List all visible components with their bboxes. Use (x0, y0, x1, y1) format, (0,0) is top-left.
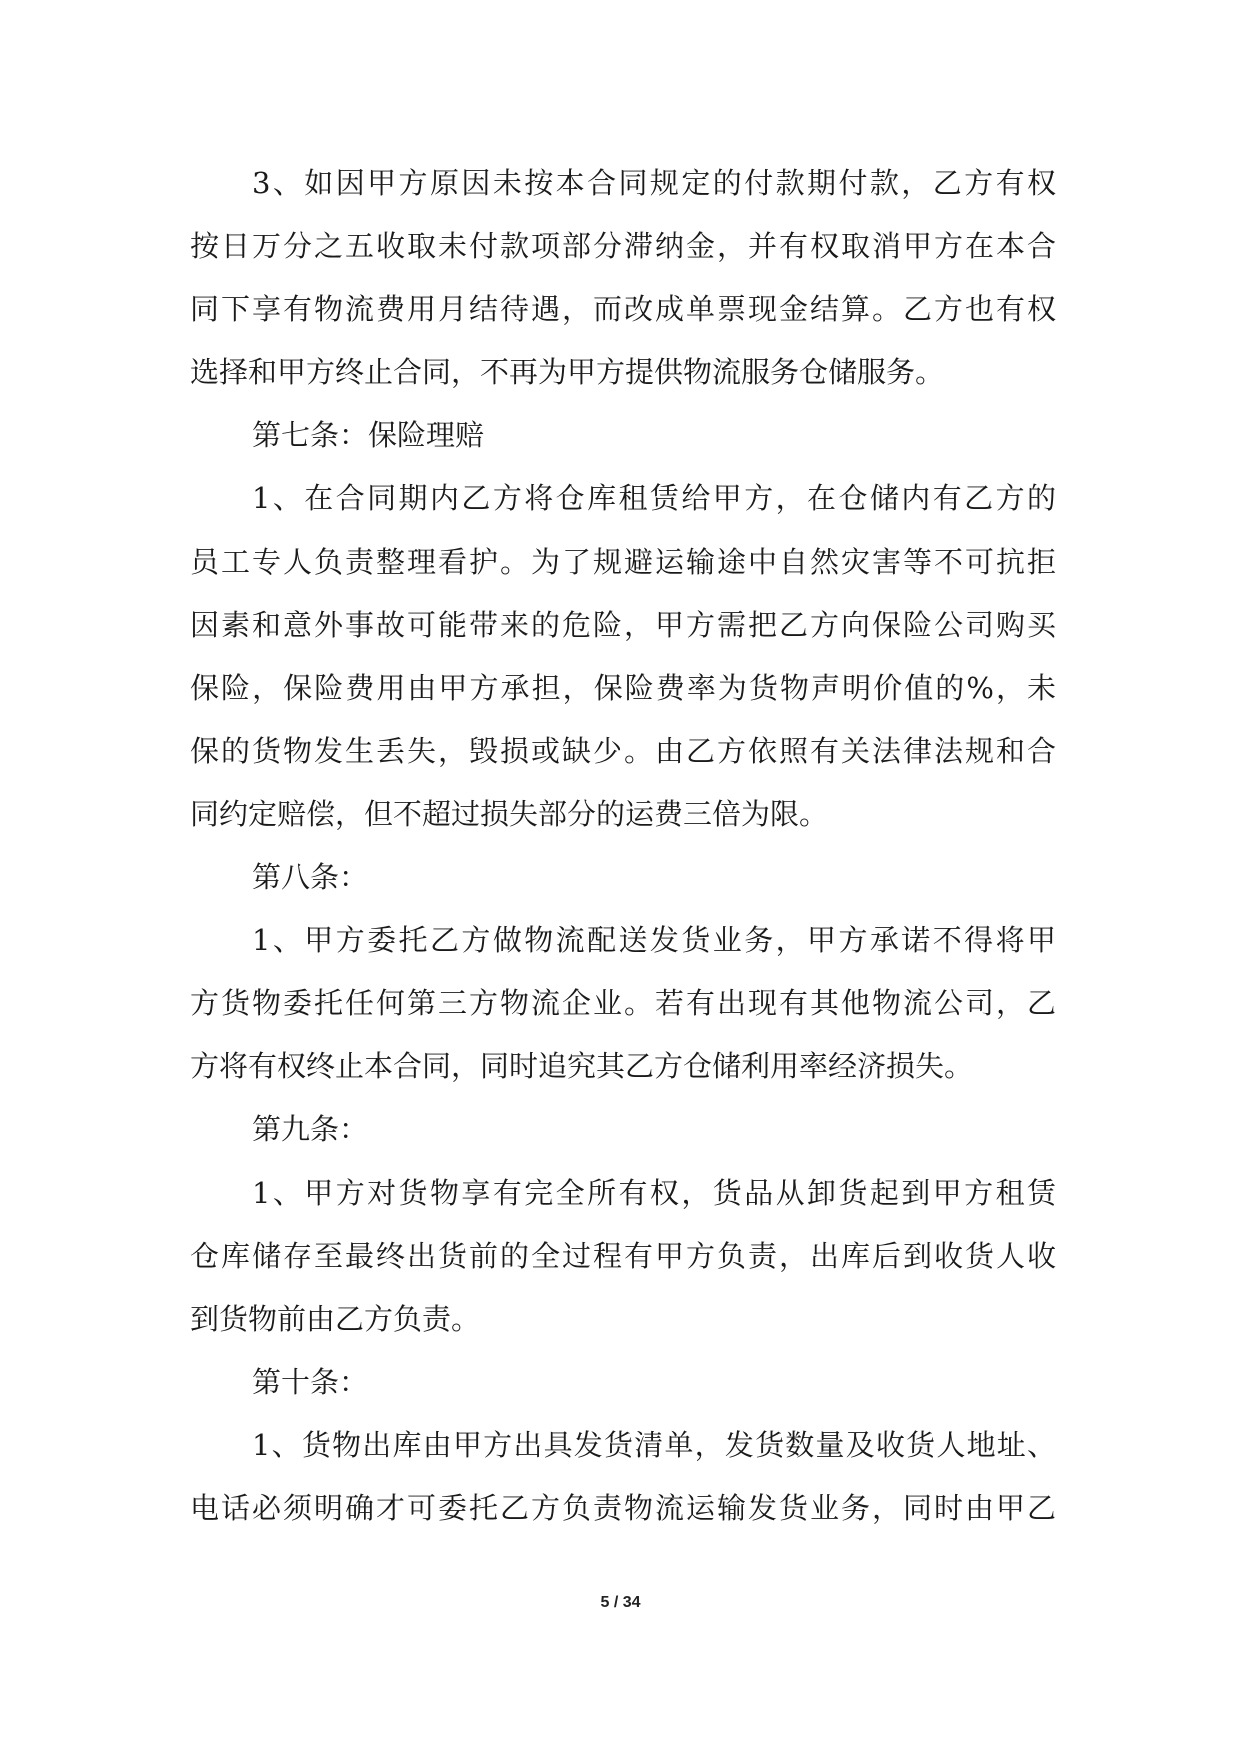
text-line: 1、在合同期内乙方将仓库租赁给甲方，在仓储内有乙方的 (252, 481, 1056, 516)
text-line: 3、如因甲方原因未按本合同规定的付款期付款，乙方有权 (252, 166, 1056, 200)
text-line: 方将有权终止本合同，同时追究其乙方仓储利用率经济损失。 (190, 1049, 974, 1084)
text-line: 同约定赔偿，但不超过损失部分的运费三倍为限。 (190, 796, 829, 831)
text-line: 保的货物发生丢失，毁损或缺少。由乙方依照有关法律法规和合 (190, 733, 1056, 768)
text-line: 电话必须明确才可委托乙方负责物流运输发货业务，同时由甲乙 (190, 1490, 1056, 1525)
text-line: 员工专人负责整理看护。为了规避运输途中自然灾害等不可抗拒 (190, 544, 1056, 579)
text-line: 按日万分之五收取未付款项部分滞纳金，并有权取消甲方在本合 (190, 229, 1056, 264)
text-line: 第七条：保险理赔 (252, 418, 485, 453)
text-line: 保险，保险费用由甲方承担，保险费率为货物声明价值的%，未 (190, 670, 1056, 705)
text-line: 第九条： (252, 1112, 369, 1147)
page-number: 5 / 34 (600, 1594, 641, 1611)
text-line: 1、甲方对货物享有完全所有权，货品从卸货起到甲方租赁 (252, 1175, 1056, 1210)
text-line: 选择和甲方终止合同，不再为甲方提供物流服务仓储服务。 (190, 355, 945, 390)
document-body (190, 152, 1056, 1540)
text-line: 第八条： (252, 860, 369, 895)
text-line: 到货物前由乙方负责。 (190, 1301, 481, 1336)
text-line: 1、甲方委托乙方做物流配送发货业务，甲方承诺不得将甲 (252, 923, 1056, 958)
text-line: 仓库储存至最终出货前的全过程有甲方负责，出库后到收货人收 (190, 1238, 1056, 1273)
text-line: 因素和意外事故可能带来的危险，甲方需把乙方向保险公司购买 (190, 607, 1056, 642)
text-line: 1、货物出库由甲方出具发货清单，发货数量及收货人地址、 (252, 1427, 1056, 1462)
text-line: 第十条： (252, 1364, 369, 1399)
text-line: 同下享有物流费用月结待遇，而改成单票现金结算。乙方也有权 (190, 292, 1056, 327)
text-line: 方货物委托任何第三方物流企业。若有出现有其他物流公司，乙 (190, 986, 1056, 1021)
